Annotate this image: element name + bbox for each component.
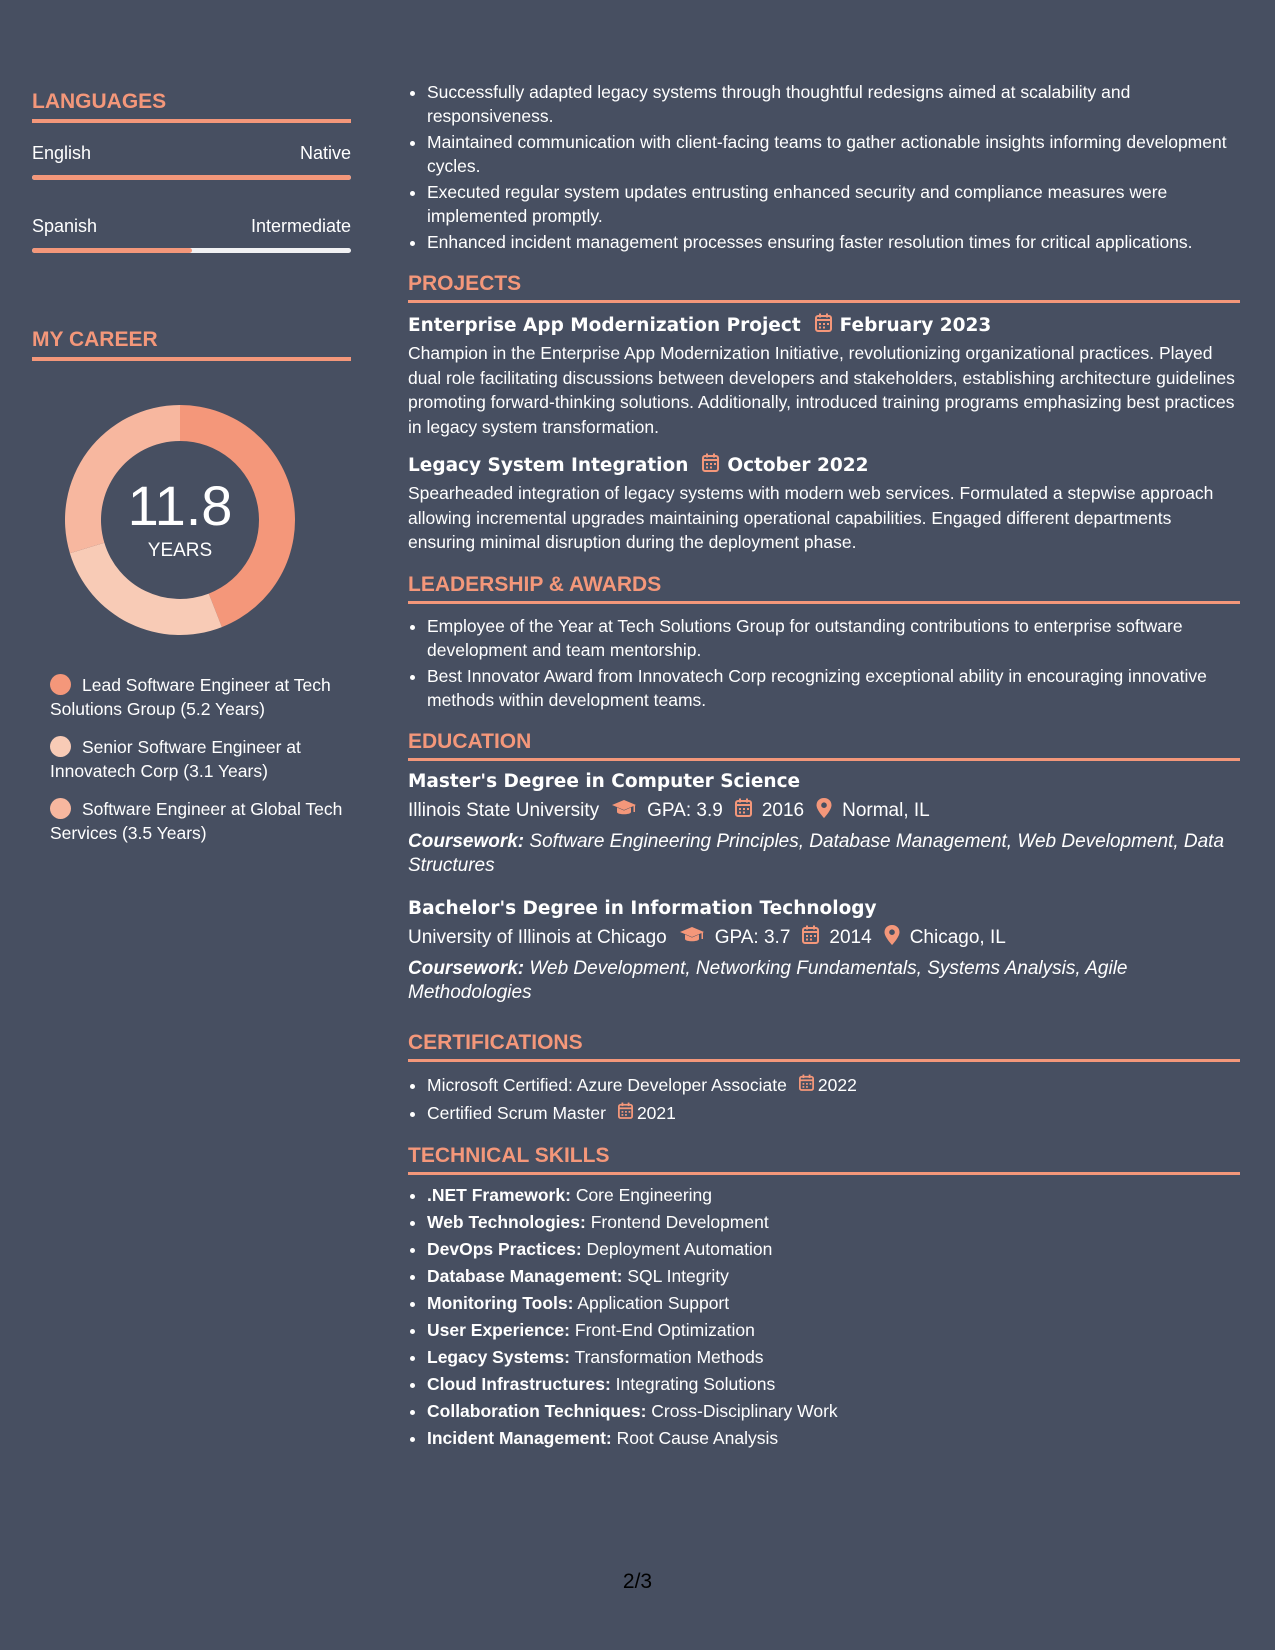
certification-year: 2021	[636, 1102, 676, 1123]
skill-detail: Integrating Solutions	[615, 1373, 776, 1394]
gpa: GPA: 3.9	[647, 799, 723, 821]
school-name: University of Illinois at Chicago	[408, 926, 667, 948]
skill-item	[427, 1426, 1240, 1451]
skills-section	[408, 1144, 1240, 1451]
certification-item	[427, 1072, 1240, 1098]
skill-name: Cloud Infrastructures:	[427, 1373, 611, 1394]
page-number: 2/3	[622, 1570, 653, 1593]
career-legend-item	[50, 797, 351, 845]
graduation-year: 2016	[761, 799, 805, 821]
skill-detail: Cross-Disciplinary Work	[651, 1400, 838, 1421]
skill-detail: Application Support	[577, 1292, 730, 1313]
languages-heading: LANGUAGES	[32, 90, 351, 123]
skill-detail: SQL Integrity	[627, 1265, 729, 1286]
language-item-spanish	[32, 216, 351, 253]
experience-bullets	[408, 80, 1240, 254]
language-name: English	[32, 143, 92, 163]
graduation-cap-icon	[611, 799, 637, 823]
skill-name: .NET Framework:	[427, 1184, 571, 1205]
experience-bullet: • Maintained communication with client-facing teams to gather actionable insights informing development cycles.	[427, 130, 1240, 178]
career-total-years: 11.8	[127, 474, 233, 537]
school-name: Illinois State University	[408, 799, 600, 821]
project-description: Champion in the Enterprise App Modernization Initiative, revolutionizing organizational practices. Played dual role facilitating discussions between developers and stakeholders, establishing architecture guidelines promoting forward-thinking solutions. Additionally, introduced training programs emphasizing best practices in legacy system transformation.	[408, 343, 1235, 437]
legend-label: Senior Software Engineer at Innovatech Corp (3.1 Years)	[50, 737, 301, 781]
legend-dot	[50, 736, 71, 757]
language-item-english	[32, 143, 351, 180]
language-bar-fill	[32, 248, 192, 253]
certification-item	[427, 1100, 1240, 1126]
skill-detail: Frontend Development	[590, 1211, 769, 1232]
awards-list	[408, 614, 1240, 712]
calendar-icon	[799, 1072, 814, 1098]
skill-detail: Root Cause Analysis	[616, 1427, 779, 1448]
certification-name: • Microsoft Certified: Azure Developer Associate	[427, 1074, 787, 1095]
gpa: GPA: 3.7	[714, 926, 791, 948]
coursework	[408, 957, 1240, 1005]
coursework-list: Software Engineering Principles, Database Management, Web Development, Data Structures	[408, 830, 1225, 876]
legend-dot	[50, 674, 71, 695]
education-item	[408, 898, 1240, 1005]
calendar-icon	[618, 1100, 633, 1126]
career-legend-item	[50, 735, 351, 783]
project-name: Legacy System Integration	[408, 454, 689, 476]
calendar-icon	[815, 313, 832, 337]
certification-year: 2022	[817, 1074, 857, 1095]
career-legend-item	[50, 673, 351, 721]
career-years-label: YEARS	[147, 540, 213, 561]
skill-detail: Deployment Automation	[586, 1238, 773, 1259]
skill-detail: Transformation Methods	[574, 1346, 764, 1367]
skill-item	[427, 1345, 1240, 1370]
award-item: • Best Innovator Award from Innovatech Corp recognizing exceptional ability in encouraging innovative methods within development teams.	[427, 664, 1240, 712]
degree-title: Bachelor's Degree in Information Technology	[408, 897, 877, 919]
map-pin-icon	[816, 798, 832, 824]
language-bar	[32, 175, 351, 180]
graduation-year: 2014	[829, 926, 872, 948]
education-section	[408, 730, 1240, 1005]
project-date: February 2023	[839, 314, 992, 336]
project-name: Enterprise App Modernization Project	[408, 314, 801, 336]
experience-bullet: • Enhanced incident management processes ensuring faster resolution times for critical applications.	[427, 230, 1240, 254]
projects-section	[408, 272, 1240, 555]
certifications-list	[408, 1072, 1240, 1126]
certifications-section	[408, 1031, 1240, 1126]
degree-title: Master's Degree in Computer Science	[408, 770, 801, 792]
experience-bullet: • Successfully adapted legacy systems through thoughtful redesigns aimed at scalability and responsiveness.	[427, 80, 1240, 128]
legend-label: Software Engineer at Global Tech Services (3.5 Years)	[50, 799, 343, 843]
skills-heading: TECHNICAL SKILLS	[408, 1144, 1240, 1175]
skill-item	[427, 1318, 1240, 1343]
skill-item	[427, 1291, 1240, 1316]
calendar-icon	[735, 798, 752, 823]
coursework	[408, 830, 1240, 878]
experience-bullet: • Executed regular system updates entrusting enhanced security and compliance measures were implemented promptly.	[427, 180, 1240, 228]
skill-name: Monitoring Tools:	[427, 1292, 574, 1313]
award-item: • Employee of the Year at Tech Solutions Group for outstanding contributions to enterprise software development and team mentorship.	[427, 614, 1240, 662]
school-location: Chicago, IL	[909, 926, 1006, 948]
leadership-section	[408, 573, 1240, 712]
skill-item	[427, 1372, 1240, 1397]
skill-name: Collaboration Techniques:	[427, 1400, 647, 1421]
career-heading: MY CAREER	[32, 328, 351, 361]
certifications-heading: CERTIFICATIONS	[408, 1031, 1240, 1062]
language-level: Native	[299, 143, 351, 163]
career-legend	[50, 673, 351, 845]
coursework-label: Coursework:	[408, 957, 525, 979]
map-pin-icon	[884, 925, 900, 951]
skills-list	[408, 1183, 1240, 1451]
project-description: Spearheaded integration of legacy systems with modern web services. Formulated a stepwise approach allowing incremental upgrades maintaining operational capabilities. Engaged different departments ensuring minimal disruption during the deployment phase.	[408, 483, 1214, 552]
skill-item	[427, 1210, 1240, 1235]
skill-detail: Core Engineering	[575, 1184, 713, 1205]
calendar-icon	[802, 925, 819, 950]
skill-name: User Experience:	[427, 1319, 570, 1340]
skill-name: Incident Management:	[427, 1427, 612, 1448]
skill-name: DevOps Practices:	[427, 1238, 582, 1259]
certification-name: • Certified Scrum Master	[427, 1102, 606, 1123]
calendar-icon	[702, 453, 719, 477]
leadership-heading: LEADERSHIP & AWARDS	[408, 573, 1240, 604]
skill-item	[427, 1264, 1240, 1289]
skill-name: Web Technologies:	[427, 1211, 586, 1232]
career-donut-chart	[65, 405, 295, 635]
language-bar	[32, 248, 351, 253]
project-date: October 2022	[727, 454, 869, 476]
coursework-label: Coursework:	[408, 830, 525, 852]
graduation-cap-icon	[679, 926, 705, 950]
skill-item	[427, 1183, 1240, 1208]
left-column	[32, 90, 351, 859]
skill-item	[427, 1237, 1240, 1262]
legend-label: Lead Software Engineer at Tech Solutions Group (5.2 Years)	[50, 675, 331, 719]
coursework-list: Web Development, Networking Fundamentals, Systems Analysis, Agile Methodologies	[408, 957, 1128, 1003]
projects-heading: PROJECTS	[408, 272, 1240, 303]
language-level: Intermediate	[250, 216, 351, 236]
project-item	[408, 313, 1240, 439]
project-item	[408, 453, 1240, 555]
skill-name: Database Management:	[427, 1265, 623, 1286]
education-item	[408, 771, 1240, 878]
language-bar-fill	[32, 175, 351, 180]
right-column	[408, 80, 1240, 1453]
language-name: Spanish	[32, 216, 98, 236]
skill-name: Legacy Systems:	[427, 1346, 570, 1367]
education-heading: EDUCATION	[408, 730, 1240, 761]
skill-detail: Front-End Optimization	[574, 1319, 755, 1340]
legend-dot	[50, 798, 71, 819]
skill-item	[427, 1399, 1240, 1424]
school-location: Normal, IL	[842, 799, 930, 821]
